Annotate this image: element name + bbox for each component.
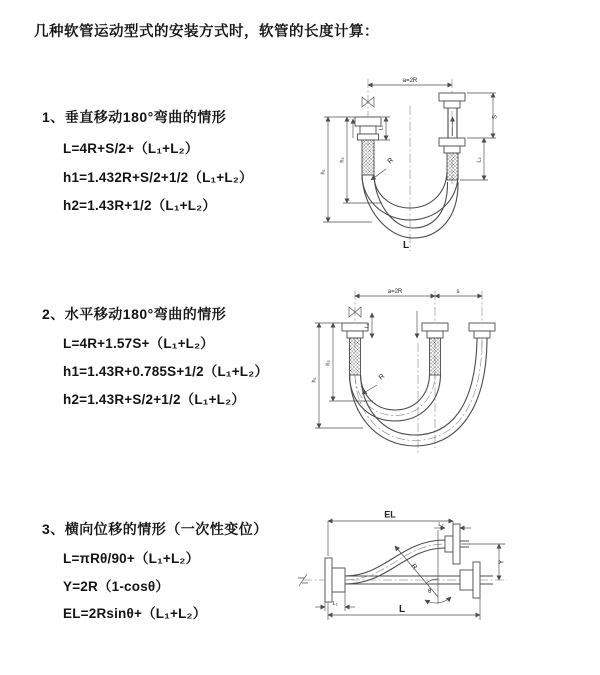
dim-l1 [315,592,355,611]
dim-h1-h2 [312,323,374,428]
braided-hose-section [350,338,361,375]
page-title: 几种软管运动型式的安装方式时，软管的长度计算： [34,24,379,40]
dim-label-l2: L₂ [438,522,444,528]
section-2-heading: 2、水平移动180°弯曲的情形 [42,306,227,322]
dim-label-r: R [377,372,387,382]
section-3-formula-L: L=πRθ/90+（L₁+L₂） [63,551,200,566]
dim-label-l1: L₁ [364,323,371,329]
dim-label-r: R [409,562,419,572]
dim-label-h1: h₁ [311,377,318,383]
section-3-formula-Y: Y=2R（1-cosθ） [63,579,170,594]
diagram-horizontal-move-180 [305,283,600,465]
left-flange [355,117,381,175]
braided-hose-section [430,338,441,375]
dim-l [328,598,480,620]
section-1-formula-L: L=4R+S/2+（L₁+L₂） [63,141,199,156]
diagram-vertical-move-180 [310,70,590,255]
dim-label-h2: h₂ [325,360,332,366]
left-flange [325,558,345,602]
section-2-formula-h1: h1=1.43R+0.785S+1/2（L₁+L₂） [63,364,269,379]
dim-label-theta: θ [428,589,432,595]
dim-label-el: EL [384,509,396,520]
dim-a-2r [368,78,452,85]
braided-hose-section [447,153,458,180]
dim-label-l2: L₂ [476,157,483,163]
diagram-lateral-displacement [295,500,600,658]
radius-theta-construction [395,546,451,603]
dim-l1 [365,311,418,338]
braided-hose-section [362,140,374,175]
dim-label-a2r: a=2R [387,289,403,295]
section-1-formula-h2: h2=1.43R+1/2（L₁+L₂） [63,198,217,213]
section-3-heading: 3、横向位移的情形（一次性变位） [42,521,268,537]
dim-label-L: L [398,604,406,615]
radius-callout [362,373,386,394]
section-1-formula-h1: h1=1.432R+S/2+1/2（L₁+L₂） [63,170,253,185]
dim-l2 [434,522,471,528]
dim-s-l2 [460,93,499,180]
section-2-formula-L: L=4R+1.57S+（L₁+L₂） [63,336,214,351]
middle-flange [422,323,448,375]
dim-label-y: Y [498,559,506,565]
centerlines [368,79,452,251]
dim-label-h2: h₂ [339,157,346,163]
right-flange-lower [439,138,465,180]
dim-label-s: S [492,114,499,120]
dim-label-r: R [386,156,396,166]
dim-label-l1: L₁ [332,601,338,607]
dim-label-L: L [402,240,410,251]
displaced-position-hose [345,524,469,584]
section-1-heading: 1、垂直移动180°弯曲的情形 [42,109,227,125]
left-flange [342,323,368,375]
dim-a-2r-and-s [355,289,482,296]
section-2-formula-h2: h2=1.43R+S/2+1/2（L₁+L₂） [63,392,246,407]
dim-label-a2r: a=2R [402,78,418,84]
dim-label-h1: h₁ [320,169,327,175]
section-3-formula-EL: EL=2Rsinθ+（L₁+L₂） [63,606,207,621]
dim-label-s: s [456,289,460,295]
right-flange [469,323,495,341]
dim-label-l1: L₁ [378,125,385,131]
